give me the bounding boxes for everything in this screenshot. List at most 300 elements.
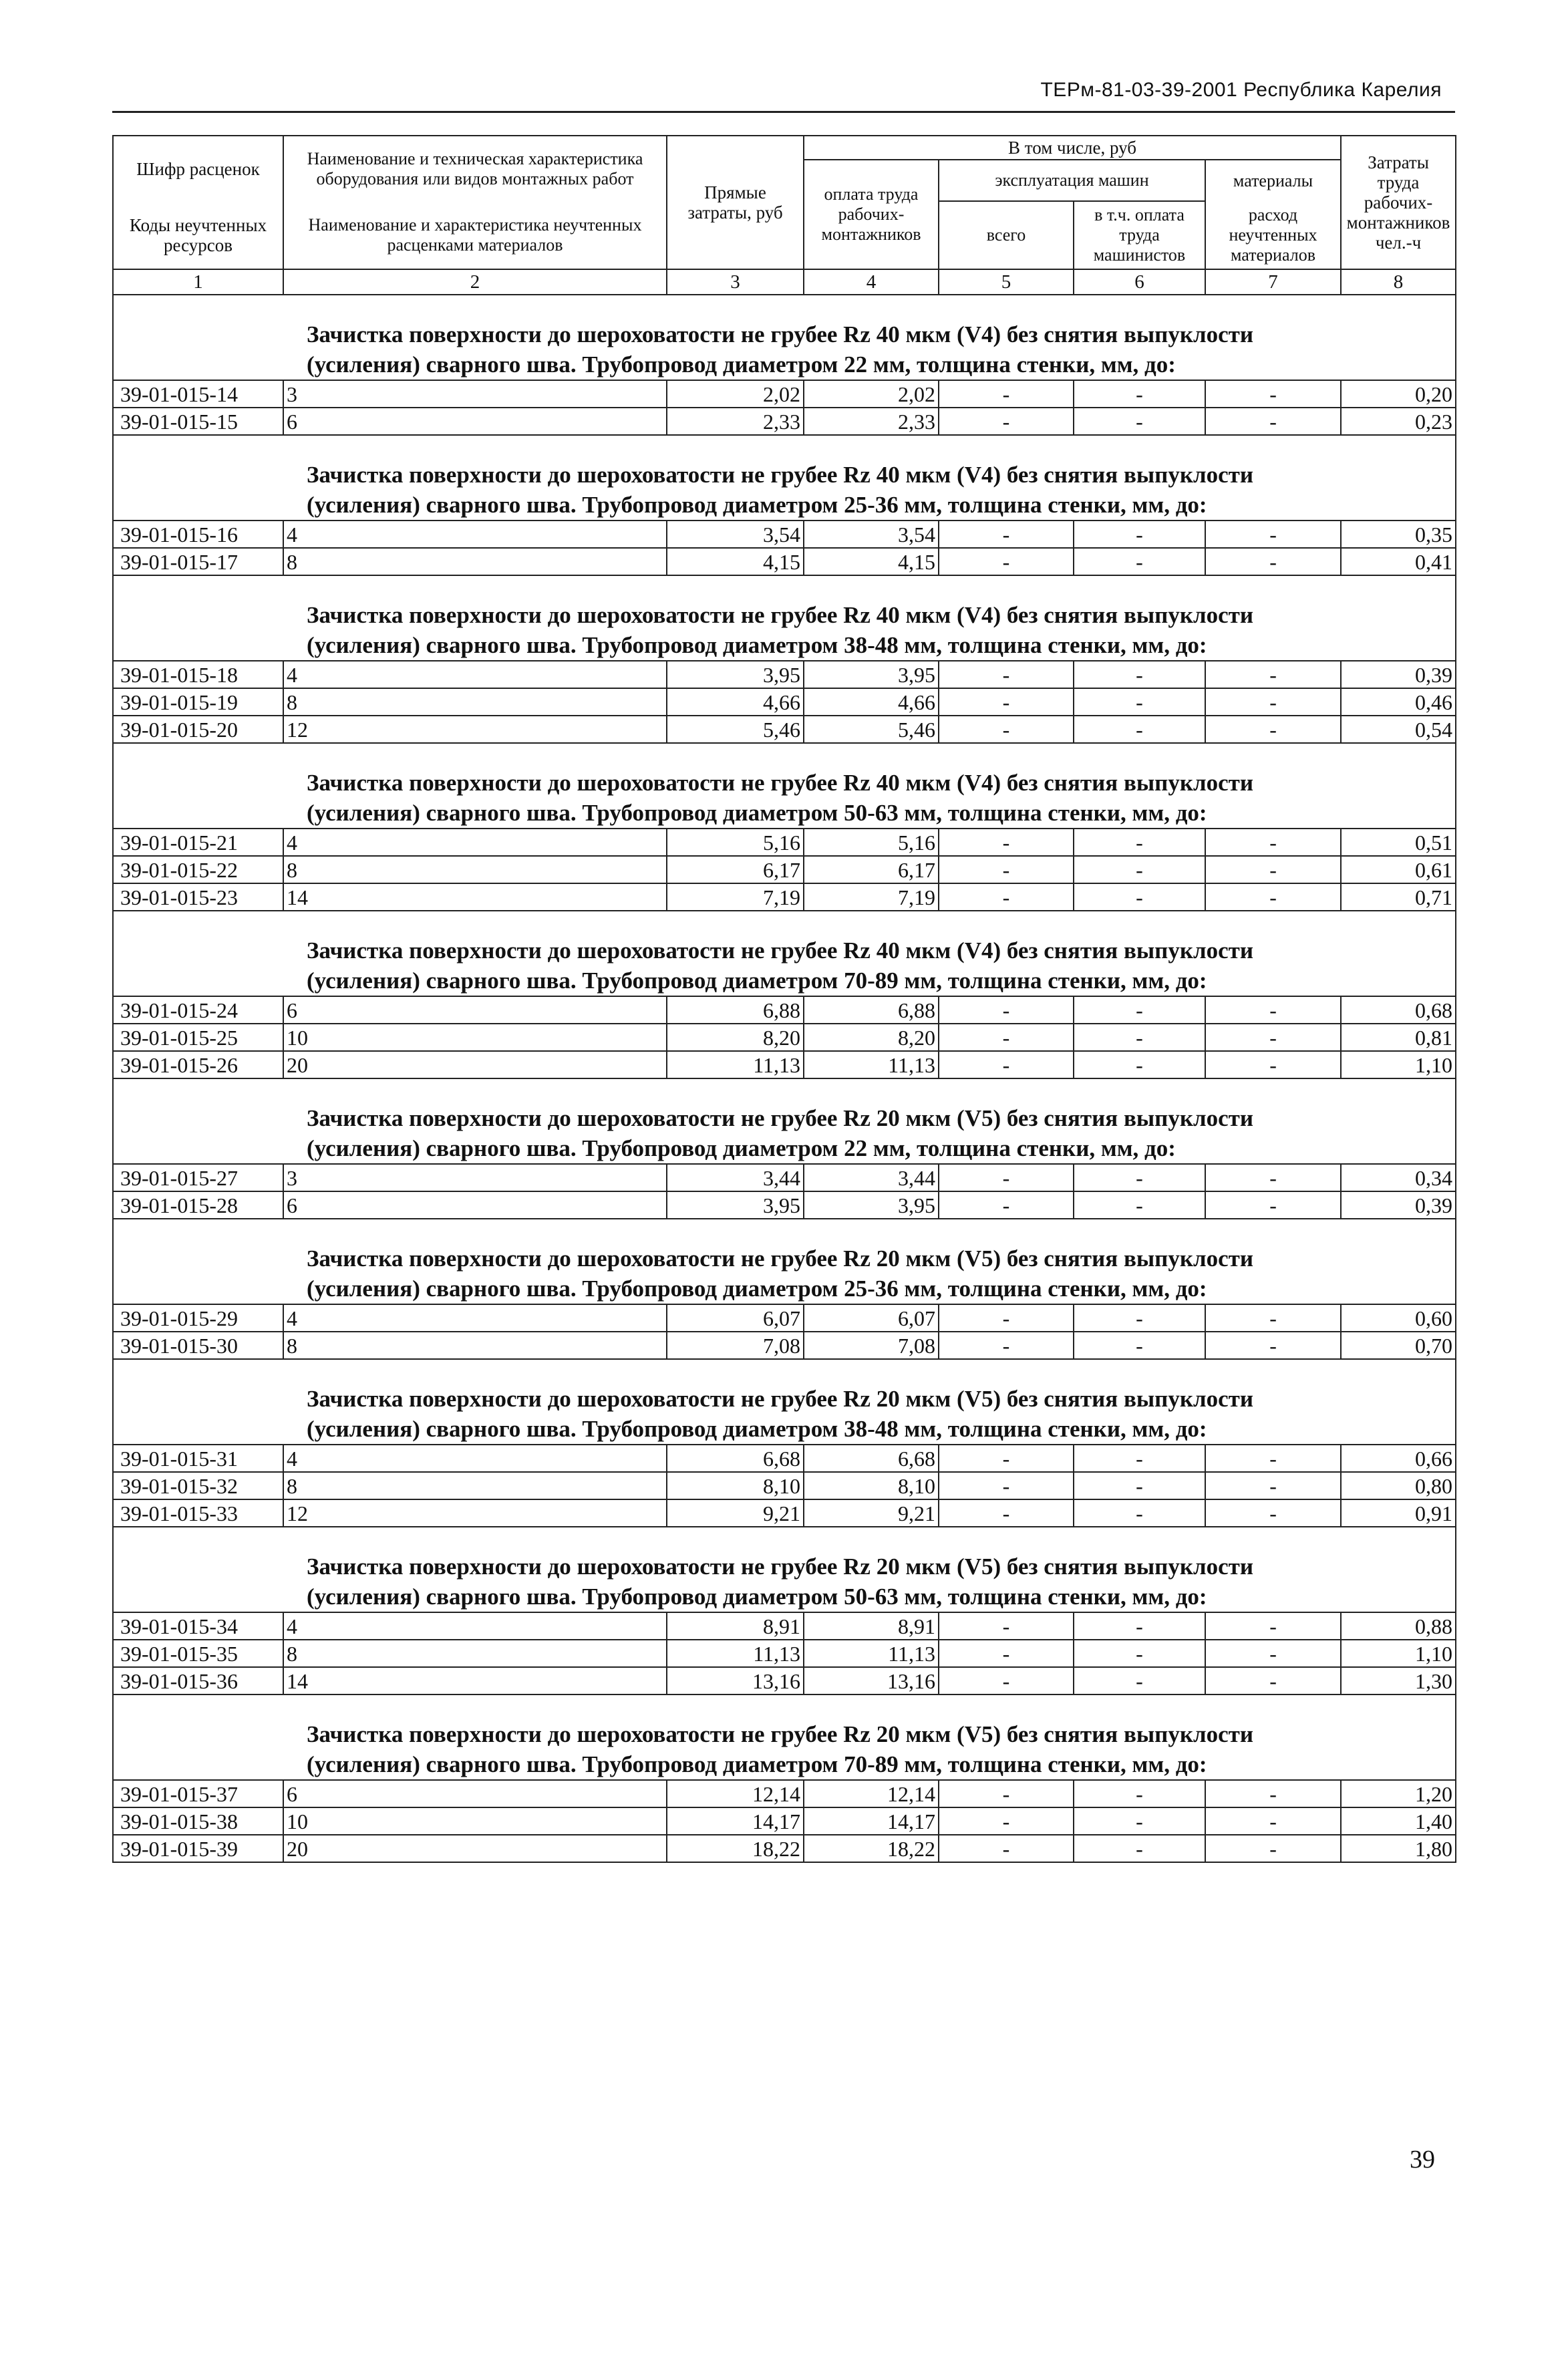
wall-thickness-cell: 3 — [283, 380, 667, 408]
wall-thickness-cell: 6 — [283, 408, 667, 435]
rate-code-cell: 39-01-015-16 — [113, 521, 283, 548]
table-row — [113, 1640, 1456, 1667]
machinists-pay-cell: - — [1074, 1807, 1205, 1835]
machinists-pay-cell: - — [1074, 1191, 1205, 1219]
labor-hours-cell: 1,20 — [1341, 1780, 1456, 1807]
column-index: 7 — [1205, 269, 1341, 295]
labor-pay-cell: 4,66 — [804, 688, 939, 716]
labor-pay-cell: 12,14 — [804, 1780, 939, 1807]
rate-code-cell: 39-01-015-18 — [113, 661, 283, 688]
table-row — [113, 1051, 1456, 1078]
machines-total-cell: - — [939, 1612, 1074, 1640]
materials-cost-cell: - — [1205, 661, 1341, 688]
header-materials-unaccounted: расход неучтенных материалов — [1205, 201, 1341, 269]
materials-cost-cell: - — [1205, 1807, 1341, 1835]
header-machines: эксплуатация машин — [939, 160, 1205, 201]
section-title-line: (усиления) сварного шва. Трубопровод диаметром 70-89 мм, толщина стенки, мм, до: — [307, 968, 1207, 994]
document-reference: ТЕРм-81-03-39-2001 Республика Карелия — [1040, 79, 1442, 101]
materials-cost-cell: - — [1205, 1612, 1341, 1640]
wall-thickness-cell: 20 — [283, 1051, 667, 1078]
direct-costs-cell: 7,19 — [667, 883, 804, 911]
materials-cost-cell: - — [1205, 829, 1341, 856]
labor-pay-cell: 18,22 — [804, 1835, 939, 1862]
rate-code-cell: 39-01-015-23 — [113, 883, 283, 911]
machinists-pay-cell: - — [1074, 716, 1205, 743]
materials-cost-cell: - — [1205, 408, 1341, 435]
direct-costs-cell: 18,22 — [667, 1835, 804, 1862]
direct-costs-cell: 6,88 — [667, 996, 804, 1024]
table-row — [113, 1807, 1456, 1835]
labor-hours-cell: 1,40 — [1341, 1807, 1456, 1835]
page-header — [112, 76, 1455, 113]
labor-pay-cell: 6,07 — [804, 1304, 939, 1332]
machines-total-cell: - — [939, 1807, 1074, 1835]
labor-hours-cell: 0,91 — [1341, 1499, 1456, 1527]
labor-hours-cell: 0,71 — [1341, 883, 1456, 911]
machines-total-cell: - — [939, 521, 1074, 548]
labor-pay-cell: 6,88 — [804, 996, 939, 1024]
wall-thickness-cell: 4 — [283, 661, 667, 688]
direct-costs-cell: 5,46 — [667, 716, 804, 743]
materials-cost-cell: - — [1205, 380, 1341, 408]
section-title-line: (усиления) сварного шва. Трубопровод диаметром 50-63 мм, толщина стенки, мм, до: — [307, 800, 1207, 826]
section-title — [113, 743, 1456, 829]
labor-hours-cell: 0,41 — [1341, 548, 1456, 575]
machines-total-cell: - — [939, 688, 1074, 716]
wall-thickness-cell: 4 — [283, 1445, 667, 1472]
wall-thickness-cell: 8 — [283, 1332, 667, 1359]
labor-pay-cell: 5,46 — [804, 716, 939, 743]
header-code-bottom: Коды неучтенных ресурсов — [113, 201, 283, 269]
section-title-line: (усиления) сварного шва. Трубопровод диаметром 70-89 мм, толщина стенки, мм, до: — [307, 1751, 1207, 1777]
rate-code-cell: 39-01-015-17 — [113, 548, 283, 575]
table-row — [113, 996, 1456, 1024]
machinists-pay-cell: - — [1074, 688, 1205, 716]
rate-code-cell: 39-01-015-14 — [113, 380, 283, 408]
rate-code-cell: 39-01-015-26 — [113, 1051, 283, 1078]
section-title — [113, 1527, 1456, 1612]
machinists-pay-cell: - — [1074, 1304, 1205, 1332]
rate-code-cell: 39-01-015-34 — [113, 1612, 283, 1640]
labor-pay-cell: 8,20 — [804, 1024, 939, 1051]
direct-costs-cell: 11,13 — [667, 1640, 804, 1667]
labor-pay-cell: 8,91 — [804, 1612, 939, 1640]
section-header — [113, 1359, 1456, 1445]
machinists-pay-cell: - — [1074, 1164, 1205, 1191]
machinists-pay-cell: - — [1074, 1051, 1205, 1078]
direct-costs-cell: 11,13 — [667, 1051, 804, 1078]
wall-thickness-cell: 10 — [283, 1024, 667, 1051]
labor-hours-cell: 0,54 — [1341, 716, 1456, 743]
section-header — [113, 435, 1456, 521]
section-title-line: Зачистка поверхности до шероховатости не грубее Rz 20 мкм (V5) без снятия выпуклости — [307, 1554, 1254, 1580]
direct-costs-cell: 13,16 — [667, 1667, 804, 1694]
machines-total-cell: - — [939, 1780, 1074, 1807]
labor-hours-cell: 1,10 — [1341, 1051, 1456, 1078]
machines-total-cell: - — [939, 661, 1074, 688]
table-row — [113, 829, 1456, 856]
materials-cost-cell: - — [1205, 996, 1341, 1024]
labor-hours-cell: 0,51 — [1341, 829, 1456, 856]
section-header — [113, 911, 1456, 996]
section-title-line: Зачистка поверхности до шероховатости не грубее Rz 40 мкм (V4) без снятия выпуклости — [307, 321, 1254, 347]
machines-total-cell: - — [939, 1024, 1074, 1051]
header-materials: материалы — [1205, 160, 1341, 201]
table-row — [113, 1499, 1456, 1527]
direct-costs-cell: 3,54 — [667, 521, 804, 548]
materials-cost-cell: - — [1205, 548, 1341, 575]
labor-hours-cell: 0,70 — [1341, 1332, 1456, 1359]
table-row — [113, 1835, 1456, 1862]
labor-pay-cell: 8,10 — [804, 1472, 939, 1499]
section-title-line: Зачистка поверхности до шероховатости не грубее Rz 40 мкм (V4) без снятия выпуклости — [307, 770, 1254, 796]
materials-cost-cell: - — [1205, 1640, 1341, 1667]
section-title — [113, 1694, 1456, 1780]
materials-cost-cell: - — [1205, 856, 1341, 883]
labor-hours-cell: 1,30 — [1341, 1667, 1456, 1694]
table-row — [113, 688, 1456, 716]
materials-cost-cell: - — [1205, 688, 1341, 716]
direct-costs-cell: 7,08 — [667, 1332, 804, 1359]
rate-code-cell: 39-01-015-39 — [113, 1835, 283, 1862]
header-including: В том числе, руб — [804, 136, 1341, 160]
header-direct-costs: Прямые затраты, руб — [667, 136, 804, 269]
table-row — [113, 1024, 1456, 1051]
materials-cost-cell: - — [1205, 1667, 1341, 1694]
machines-total-cell: - — [939, 380, 1074, 408]
section-title — [113, 1078, 1456, 1164]
table-row — [113, 380, 1456, 408]
wall-thickness-cell: 12 — [283, 1499, 667, 1527]
labor-hours-cell: 0,34 — [1341, 1164, 1456, 1191]
section-title-line: (усиления) сварного шва. Трубопровод диаметром 25-36 мм, толщина стенки, мм, до: — [307, 492, 1207, 518]
machinists-pay-cell: - — [1074, 856, 1205, 883]
wall-thickness-cell: 4 — [283, 829, 667, 856]
wall-thickness-cell: 6 — [283, 1780, 667, 1807]
rate-code-cell: 39-01-015-21 — [113, 829, 283, 856]
direct-costs-cell: 6,68 — [667, 1445, 804, 1472]
price-table — [112, 135, 1456, 1863]
labor-pay-cell: 14,17 — [804, 1807, 939, 1835]
materials-cost-cell: - — [1205, 1835, 1341, 1862]
labor-pay-cell: 3,44 — [804, 1164, 939, 1191]
labor-hours-cell: 0,88 — [1341, 1612, 1456, 1640]
machinists-pay-cell: - — [1074, 996, 1205, 1024]
labor-hours-cell: 0,20 — [1341, 380, 1456, 408]
direct-costs-cell: 2,33 — [667, 408, 804, 435]
section-header — [113, 1078, 1456, 1164]
rate-code-cell: 39-01-015-31 — [113, 1445, 283, 1472]
labor-pay-cell: 3,54 — [804, 521, 939, 548]
machinists-pay-cell: - — [1074, 548, 1205, 575]
section-title-line: Зачистка поверхности до шероховатости не грубее Rz 20 мкм (V5) без снятия выпуклости — [307, 1105, 1254, 1131]
rate-code-cell: 39-01-015-38 — [113, 1807, 283, 1835]
direct-costs-cell: 12,14 — [667, 1780, 804, 1807]
labor-hours-cell: 0,68 — [1341, 996, 1456, 1024]
section-title — [113, 911, 1456, 996]
header-labor-hours: Затраты труда рабочих-монтажников чел.-ч — [1341, 136, 1456, 269]
direct-costs-cell: 3,95 — [667, 1191, 804, 1219]
materials-cost-cell: - — [1205, 1780, 1341, 1807]
rate-code-cell: 39-01-015-30 — [113, 1332, 283, 1359]
machines-total-cell: - — [939, 548, 1074, 575]
wall-thickness-cell: 4 — [283, 521, 667, 548]
labor-pay-cell: 6,68 — [804, 1445, 939, 1472]
labor-pay-cell: 2,02 — [804, 380, 939, 408]
column-index: 4 — [804, 269, 939, 295]
table-row — [113, 856, 1456, 883]
labor-hours-cell: 0,81 — [1341, 1024, 1456, 1051]
header-name-bottom: Наименование и характеристика неучтенных расценками материалов — [283, 201, 667, 269]
machines-total-cell: - — [939, 1667, 1074, 1694]
table-row — [113, 548, 1456, 575]
header-code-top: Шифр расценок — [113, 136, 283, 201]
table-row — [113, 1780, 1456, 1807]
machinists-pay-cell: - — [1074, 1472, 1205, 1499]
rate-code-cell: 39-01-015-29 — [113, 1304, 283, 1332]
wall-thickness-cell: 8 — [283, 1640, 667, 1667]
machines-total-cell: - — [939, 1191, 1074, 1219]
machinists-pay-cell: - — [1074, 1445, 1205, 1472]
materials-cost-cell: - — [1205, 521, 1341, 548]
table-row — [113, 883, 1456, 911]
section-title — [113, 435, 1456, 521]
section-title-line: (усиления) сварного шва. Трубопровод диаметром 25-36 мм, толщина стенки, мм, до: — [307, 1276, 1207, 1302]
table-row — [113, 661, 1456, 688]
wall-thickness-cell: 14 — [283, 1667, 667, 1694]
wall-thickness-cell: 8 — [283, 688, 667, 716]
wall-thickness-cell: 6 — [283, 1191, 667, 1219]
column-index: 2 — [283, 269, 667, 295]
machinists-pay-cell: - — [1074, 1640, 1205, 1667]
rate-code-cell: 39-01-015-24 — [113, 996, 283, 1024]
materials-cost-cell: - — [1205, 1164, 1341, 1191]
page-number: 39 — [1410, 2146, 1435, 2174]
direct-costs-cell: 3,44 — [667, 1164, 804, 1191]
section-title-line: (усиления) сварного шва. Трубопровод диаметром 38-48 мм, толщина стенки, мм, до: — [307, 1416, 1207, 1442]
column-index: 8 — [1341, 269, 1456, 295]
direct-costs-cell: 6,17 — [667, 856, 804, 883]
labor-hours-cell: 1,80 — [1341, 1835, 1456, 1862]
section-title-line: Зачистка поверхности до шероховатости не грубее Rz 40 мкм (V4) без снятия выпуклости — [307, 602, 1254, 628]
rate-code-cell: 39-01-015-22 — [113, 856, 283, 883]
labor-hours-cell: 0,80 — [1341, 1472, 1456, 1499]
section-title-line: Зачистка поверхности до шероховатости не грубее Rz 20 мкм (V5) без снятия выпуклости — [307, 1245, 1254, 1272]
table-row — [113, 521, 1456, 548]
materials-cost-cell: - — [1205, 1191, 1341, 1219]
materials-cost-cell: - — [1205, 1499, 1341, 1527]
table-row — [113, 716, 1456, 743]
machines-total-cell: - — [939, 829, 1074, 856]
wall-thickness-cell: 20 — [283, 1835, 667, 1862]
wall-thickness-cell: 8 — [283, 1472, 667, 1499]
direct-costs-cell: 14,17 — [667, 1807, 804, 1835]
machinists-pay-cell: - — [1074, 1667, 1205, 1694]
rate-code-cell: 39-01-015-25 — [113, 1024, 283, 1051]
labor-hours-cell: 0,61 — [1341, 856, 1456, 883]
wall-thickness-cell: 14 — [283, 883, 667, 911]
section-title — [113, 1219, 1456, 1304]
rate-code-cell: 39-01-015-20 — [113, 716, 283, 743]
labor-hours-cell: 0,23 — [1341, 408, 1456, 435]
machines-total-cell: - — [939, 1445, 1074, 1472]
section-title — [113, 575, 1456, 661]
labor-hours-cell: 0,39 — [1341, 1191, 1456, 1219]
header-labor-pay: оплата труда рабочих-монтажников — [804, 160, 939, 269]
section-title-line: (усиления) сварного шва. Трубопровод диаметром 22 мм, толщина стенки, мм, до: — [307, 351, 1176, 378]
table-row — [113, 408, 1456, 435]
labor-pay-cell: 7,08 — [804, 1332, 939, 1359]
section-title — [113, 1359, 1456, 1445]
materials-cost-cell: - — [1205, 1332, 1341, 1359]
materials-cost-cell: - — [1205, 1051, 1341, 1078]
rate-code-cell: 39-01-015-19 — [113, 688, 283, 716]
table-row — [113, 1191, 1456, 1219]
materials-cost-cell: - — [1205, 1472, 1341, 1499]
labor-pay-cell: 7,19 — [804, 883, 939, 911]
direct-costs-cell: 9,21 — [667, 1499, 804, 1527]
section-title-line: (усиления) сварного шва. Трубопровод диаметром 38-48 мм, толщина стенки, мм, до: — [307, 632, 1207, 658]
machinists-pay-cell: - — [1074, 1499, 1205, 1527]
materials-cost-cell: - — [1205, 1024, 1341, 1051]
labor-pay-cell: 9,21 — [804, 1499, 939, 1527]
machinists-pay-cell: - — [1074, 1780, 1205, 1807]
machines-total-cell: - — [939, 883, 1074, 911]
machines-total-cell: - — [939, 1164, 1074, 1191]
labor-pay-cell: 11,13 — [804, 1640, 939, 1667]
labor-pay-cell: 6,17 — [804, 856, 939, 883]
wall-thickness-cell: 8 — [283, 548, 667, 575]
machines-total-cell: - — [939, 716, 1074, 743]
header-name-top: Наименование и техническая характеристика оборудования или видов монтажных работ — [283, 136, 667, 201]
table-row — [113, 1332, 1456, 1359]
section-header — [113, 1694, 1456, 1780]
column-index: 1 — [113, 269, 283, 295]
section-header — [113, 1527, 1456, 1612]
wall-thickness-cell: 3 — [283, 1164, 667, 1191]
section-header — [113, 295, 1456, 380]
direct-costs-cell: 4,66 — [667, 688, 804, 716]
wall-thickness-cell: 6 — [283, 996, 667, 1024]
section-title-line: Зачистка поверхности до шероховатости не грубее Rz 20 мкм (V5) без снятия выпуклости — [307, 1721, 1254, 1747]
section-header — [113, 743, 1456, 829]
column-index-row — [113, 269, 1456, 295]
table-row — [113, 1164, 1456, 1191]
direct-costs-cell: 3,95 — [667, 661, 804, 688]
section-title-line: (усиления) сварного шва. Трубопровод диаметром 50-63 мм, толщина стенки, мм, до: — [307, 1584, 1207, 1610]
rate-code-cell: 39-01-015-35 — [113, 1640, 283, 1667]
direct-costs-cell: 5,16 — [667, 829, 804, 856]
machines-total-cell: - — [939, 1304, 1074, 1332]
machinists-pay-cell: - — [1074, 1835, 1205, 1862]
rate-code-cell: 39-01-015-27 — [113, 1164, 283, 1191]
rate-code-cell: 39-01-015-36 — [113, 1667, 283, 1694]
rate-code-cell: 39-01-015-33 — [113, 1499, 283, 1527]
materials-cost-cell: - — [1205, 883, 1341, 911]
labor-pay-cell: 3,95 — [804, 661, 939, 688]
section-title-line: Зачистка поверхности до шероховатости не грубее Rz 40 мкм (V4) без снятия выпуклости — [307, 462, 1254, 488]
machines-total-cell: - — [939, 1640, 1074, 1667]
direct-costs-cell: 8,91 — [667, 1612, 804, 1640]
labor-pay-cell: 11,13 — [804, 1051, 939, 1078]
table-row — [113, 1445, 1456, 1472]
materials-cost-cell: - — [1205, 716, 1341, 743]
labor-hours-cell: 0,46 — [1341, 688, 1456, 716]
section-header — [113, 1219, 1456, 1304]
column-index: 6 — [1074, 269, 1205, 295]
direct-costs-cell: 8,10 — [667, 1472, 804, 1499]
rate-code-cell: 39-01-015-32 — [113, 1472, 283, 1499]
labor-hours-cell: 0,66 — [1341, 1445, 1456, 1472]
section-title-line: (усиления) сварного шва. Трубопровод диаметром 22 мм, толщина стенки, мм, до: — [307, 1135, 1176, 1161]
machines-total-cell: - — [939, 1332, 1074, 1359]
machines-total-cell: - — [939, 856, 1074, 883]
table-row — [113, 1472, 1456, 1499]
header-machinists-pay: в т.ч. оплата труда машинистов — [1074, 201, 1205, 269]
machines-total-cell: - — [939, 1835, 1074, 1862]
wall-thickness-cell: 4 — [283, 1304, 667, 1332]
labor-pay-cell: 13,16 — [804, 1667, 939, 1694]
section-title — [113, 295, 1456, 380]
table-row — [113, 1667, 1456, 1694]
direct-costs-cell: 6,07 — [667, 1304, 804, 1332]
column-index: 5 — [939, 269, 1074, 295]
wall-thickness-cell: 4 — [283, 1612, 667, 1640]
machinists-pay-cell: - — [1074, 829, 1205, 856]
machinists-pay-cell: - — [1074, 521, 1205, 548]
labor-hours-cell: 0,35 — [1341, 521, 1456, 548]
machines-total-cell: - — [939, 408, 1074, 435]
labor-pay-cell: 5,16 — [804, 829, 939, 856]
header-machines-total: всего — [939, 201, 1074, 269]
machinists-pay-cell: - — [1074, 883, 1205, 911]
materials-cost-cell: - — [1205, 1304, 1341, 1332]
machinists-pay-cell: - — [1074, 380, 1205, 408]
wall-thickness-cell: 10 — [283, 1807, 667, 1835]
column-index: 3 — [667, 269, 804, 295]
wall-thickness-cell: 12 — [283, 716, 667, 743]
direct-costs-cell: 4,15 — [667, 548, 804, 575]
machinists-pay-cell: - — [1074, 1612, 1205, 1640]
materials-cost-cell: - — [1205, 1445, 1341, 1472]
machines-total-cell: - — [939, 996, 1074, 1024]
machinists-pay-cell: - — [1074, 1332, 1205, 1359]
machinists-pay-cell: - — [1074, 1024, 1205, 1051]
machines-total-cell: - — [939, 1499, 1074, 1527]
table-row — [113, 1612, 1456, 1640]
section-title-line: Зачистка поверхности до шероховатости не грубее Rz 20 мкм (V5) без снятия выпуклости — [307, 1386, 1254, 1412]
table-row — [113, 1304, 1456, 1332]
rate-code-cell: 39-01-015-15 — [113, 408, 283, 435]
section-title-line: Зачистка поверхности до шероховатости не грубее Rz 40 мкм (V4) без снятия выпуклости — [307, 937, 1254, 964]
section-header — [113, 575, 1456, 661]
direct-costs-cell: 8,20 — [667, 1024, 804, 1051]
machines-total-cell: - — [939, 1051, 1074, 1078]
machinists-pay-cell: - — [1074, 408, 1205, 435]
wall-thickness-cell: 8 — [283, 856, 667, 883]
labor-pay-cell: 3,95 — [804, 1191, 939, 1219]
labor-hours-cell: 1,10 — [1341, 1640, 1456, 1667]
labor-hours-cell: 0,60 — [1341, 1304, 1456, 1332]
labor-hours-cell: 0,39 — [1341, 661, 1456, 688]
machinists-pay-cell: - — [1074, 661, 1205, 688]
labor-pay-cell: 2,33 — [804, 408, 939, 435]
rate-code-cell: 39-01-015-28 — [113, 1191, 283, 1219]
direct-costs-cell: 2,02 — [667, 380, 804, 408]
machines-total-cell: - — [939, 1472, 1074, 1499]
labor-pay-cell: 4,15 — [804, 548, 939, 575]
rate-code-cell: 39-01-015-37 — [113, 1780, 283, 1807]
